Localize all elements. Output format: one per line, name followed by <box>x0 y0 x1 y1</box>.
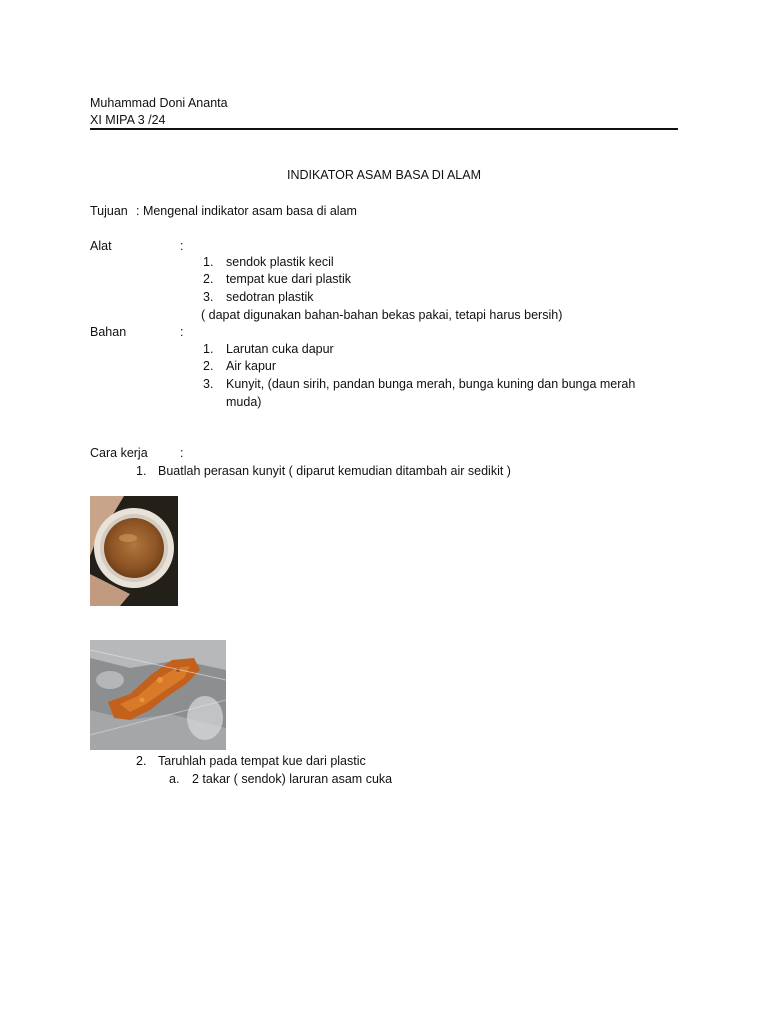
alat-note: ( dapat digunakan bahan-bahan bekas pakai, tetapi harus bersih) <box>201 308 563 322</box>
bahan-item-3-text: Kunyit, (daun sirih, pandan bunga merah, bunga kuning dan bunga merah <box>226 377 636 391</box>
bahan-item-3-num: 3. <box>203 377 214 391</box>
alat-item-1-text: sendok plastik kecil <box>226 255 334 269</box>
step-2-num: 2. <box>136 754 147 768</box>
bahan-item-1-text: Larutan cuka dapur <box>226 342 334 356</box>
step-2-text: Taruhlah pada tempat kue dari plastic <box>158 754 366 768</box>
alat-label: Alat <box>90 239 112 253</box>
step-1-text: Buatlah perasan kunyit ( diparut kemudian ditambah air sedikit ) <box>158 464 511 478</box>
bahan-item-1-num: 1. <box>203 342 214 356</box>
alat-colon: : <box>180 239 184 253</box>
alat-item-2-text: tempat kue dari plastik <box>226 272 352 286</box>
document-title: INDIKATOR ASAM BASA DI ALAM <box>286 168 482 182</box>
bahan-colon: : <box>180 325 184 339</box>
cara-kerja-label: Cara kerja <box>90 446 148 460</box>
bahan-item-2-num: 2. <box>203 359 214 373</box>
bahan-item-2-text: Air kapur <box>226 359 277 373</box>
tujuan-label: Tujuan <box>90 204 128 218</box>
cara-kerja-colon: : <box>180 446 184 460</box>
tujuan-text: : Mengenal indikator asam basa di alam <box>136 204 357 218</box>
photo-grated-turmeric <box>90 640 226 750</box>
bahan-label: Bahan <box>90 325 127 339</box>
student-name: Muhammad Doni Ananta <box>90 96 228 110</box>
photo-turmeric-juice <box>90 496 178 606</box>
student-class: XI MIPA 3 /24 <box>90 113 166 127</box>
bahan-item-3-cont: muda) <box>226 395 262 409</box>
turmeric-juice-image <box>90 496 178 606</box>
step-1-num: 1. <box>136 464 147 478</box>
grated-turmeric-image <box>90 640 226 750</box>
substep-a-text: 2 takar ( sendok) laruran asam cuka <box>192 772 393 786</box>
alat-item-2-num: 2. <box>203 272 214 286</box>
substep-a-num: a. <box>169 772 180 786</box>
header-rule <box>90 128 678 130</box>
alat-item-3-text: sedotran plastik <box>226 290 314 304</box>
alat-item-1-num: 1. <box>203 255 214 269</box>
alat-item-3-num: 3. <box>203 290 214 304</box>
